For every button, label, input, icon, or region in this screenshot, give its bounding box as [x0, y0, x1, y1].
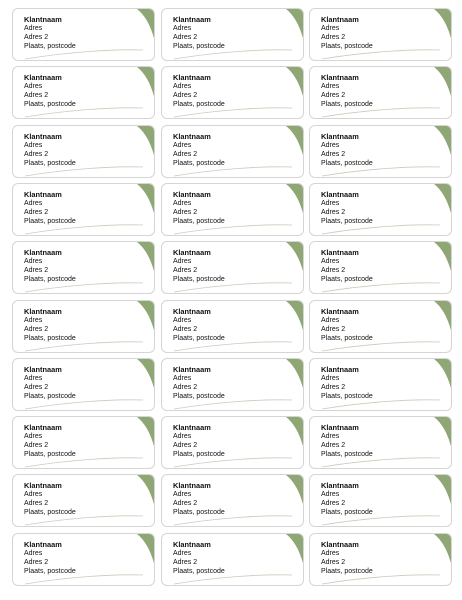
address-line-2: Adres 2: [173, 383, 198, 391]
address-label-r4-c2[interactable]: [161, 183, 304, 236]
address-line-2: Adres 2: [321, 267, 346, 275]
customer-name: Klantnaam: [321, 423, 359, 433]
address-label-r4-c1[interactable]: [12, 183, 155, 236]
customer-name: Klantnaam: [321, 73, 359, 83]
address-line-1: Adres: [173, 433, 192, 441]
customer-name: Klantnaam: [173, 131, 211, 141]
address-line-1: Adres: [321, 433, 340, 441]
customer-name: Klantnaam: [321, 15, 359, 24]
customer-name: Klantnaam: [321, 189, 359, 199]
address-line-1: Adres: [321, 374, 340, 382]
customer-name: Klantnaam: [24, 131, 62, 141]
city-postcode: Plaats, postcode: [321, 451, 373, 459]
city-postcode: Plaats, postcode: [24, 334, 76, 342]
city-postcode: Plaats, postcode: [173, 43, 225, 50]
city-postcode: Plaats, postcode: [321, 334, 373, 342]
city-postcode: Plaats, postcode: [321, 509, 373, 517]
address-line-1: Adres: [173, 374, 192, 382]
address-label-r9-c3[interactable]: [309, 474, 452, 527]
address-line-2: Adres 2: [321, 150, 346, 158]
address-line-1: Adres: [24, 316, 43, 324]
address-line-1: Adres: [173, 83, 192, 91]
address-line-2: Adres 2: [173, 92, 198, 100]
customer-name: Klantnaam: [321, 131, 359, 141]
address-line-2: Adres 2: [24, 267, 49, 275]
address-label-r7-c2[interactable]: [161, 358, 304, 411]
address-label-r3-c3[interactable]: [309, 125, 452, 178]
address-label-r10-c2[interactable]: [161, 533, 304, 586]
address-line-1: Adres: [173, 25, 192, 32]
customer-name: Klantnaam: [321, 481, 359, 491]
address-line-2: Adres 2: [173, 208, 198, 216]
address-label-r3-c2[interactable]: [161, 125, 304, 178]
address-label-r8-c3[interactable]: [309, 416, 452, 469]
customer-name: Klantnaam: [321, 248, 359, 258]
city-postcode: Plaats, postcode: [173, 567, 225, 575]
city-postcode: Plaats, postcode: [24, 509, 76, 517]
city-postcode: Plaats, postcode: [321, 43, 373, 50]
city-postcode: Plaats, postcode: [321, 217, 373, 225]
address-label-r1-c3[interactable]: [309, 8, 452, 61]
address-line-1: Adres: [173, 316, 192, 324]
address-line-2: Adres 2: [321, 325, 346, 333]
address-line-2: Adres 2: [321, 500, 346, 508]
address-line-1: Adres: [24, 83, 43, 91]
customer-name: Klantnaam: [24, 539, 62, 549]
address-label-r6-c1[interactable]: [12, 300, 155, 353]
address-line-2: Adres 2: [321, 383, 346, 391]
city-postcode: Plaats, postcode: [321, 392, 373, 400]
customer-name: Klantnaam: [173, 364, 211, 374]
city-postcode: Plaats, postcode: [321, 567, 373, 575]
address-line-1: Adres: [24, 374, 43, 382]
address-label-r4-c3[interactable]: [309, 183, 452, 236]
address-line-1: Adres: [173, 199, 192, 207]
address-label-r1-c2[interactable]: [161, 8, 304, 61]
city-postcode: Plaats, postcode: [24, 159, 76, 167]
customer-name: Klantnaam: [24, 248, 62, 258]
city-postcode: Plaats, postcode: [321, 159, 373, 167]
address-line-2: Adres 2: [173, 325, 198, 333]
address-line-2: Adres 2: [321, 208, 346, 216]
address-line-1: Adres: [321, 316, 340, 324]
address-line-1: Adres: [321, 25, 340, 32]
city-postcode: Plaats, postcode: [321, 101, 373, 109]
address-label-r10-c3[interactable]: [309, 533, 452, 586]
address-line-2: Adres 2: [321, 442, 346, 450]
address-line-2: Adres 2: [24, 383, 49, 391]
address-label-r3-c1[interactable]: [12, 125, 155, 178]
address-label-r9-c1[interactable]: [12, 474, 155, 527]
address-line-2: Adres 2: [173, 442, 198, 450]
address-line-1: Adres: [321, 549, 340, 557]
city-postcode: Plaats, postcode: [173, 334, 225, 342]
address-line-1: Adres: [24, 141, 43, 149]
address-label-r5-c2[interactable]: [161, 241, 304, 294]
address-label-r8-c2[interactable]: [161, 416, 304, 469]
address-line-2: Adres 2: [173, 558, 198, 566]
customer-name: Klantnaam: [24, 73, 62, 83]
address-line-1: Adres: [173, 549, 192, 557]
city-postcode: Plaats, postcode: [173, 217, 225, 225]
address-label-r9-c2[interactable]: [161, 474, 304, 527]
customer-name: Klantnaam: [173, 189, 211, 199]
customer-name: Klantnaam: [321, 539, 359, 549]
city-postcode: Plaats, postcode: [173, 392, 225, 400]
address-line-2: Adres 2: [24, 325, 49, 333]
city-postcode: Plaats, postcode: [24, 217, 76, 225]
address-line-2: Adres 2: [24, 34, 49, 41]
address-line-1: Adres: [321, 141, 340, 149]
address-label-r7-c3[interactable]: [309, 358, 452, 411]
city-postcode: Plaats, postcode: [24, 392, 76, 400]
city-postcode: Plaats, postcode: [24, 567, 76, 575]
city-postcode: Plaats, postcode: [173, 451, 225, 459]
city-postcode: Plaats, postcode: [321, 276, 373, 284]
customer-name: Klantnaam: [173, 15, 211, 24]
city-postcode: Plaats, postcode: [173, 509, 225, 517]
customer-name: Klantnaam: [173, 423, 211, 433]
customer-name: Klantnaam: [24, 15, 62, 24]
address-line-1: Adres: [321, 83, 340, 91]
city-postcode: Plaats, postcode: [24, 101, 76, 109]
address-label-r2-c2[interactable]: [161, 66, 304, 119]
address-label-r8-c1[interactable]: [12, 416, 155, 469]
address-line-1: Adres: [24, 25, 43, 32]
address-line-1: Adres: [321, 258, 340, 266]
customer-name: Klantnaam: [321, 306, 359, 316]
address-line-2: Adres 2: [24, 92, 49, 100]
address-line-2: Adres 2: [24, 442, 49, 450]
customer-name: Klantnaam: [173, 481, 211, 491]
address-label-r5-c3[interactable]: [309, 241, 452, 294]
address-label-r2-c3[interactable]: [309, 66, 452, 119]
address-line-2: Adres 2: [24, 500, 49, 508]
address-line-2: Adres 2: [24, 150, 49, 158]
address-line-1: Adres: [173, 491, 192, 499]
address-line-2: Adres 2: [24, 558, 49, 566]
city-postcode: Plaats, postcode: [173, 159, 225, 167]
customer-name: Klantnaam: [24, 423, 62, 433]
address-line-2: Adres 2: [173, 500, 198, 508]
address-line-2: Adres 2: [173, 34, 198, 41]
address-line-2: Adres 2: [321, 34, 346, 41]
address-label-r1-c1[interactable]: [12, 8, 155, 61]
address-label-r2-c1[interactable]: [12, 66, 155, 119]
city-postcode: Plaats, postcode: [173, 276, 225, 284]
customer-name: Klantnaam: [173, 73, 211, 83]
address-line-2: Adres 2: [321, 558, 346, 566]
address-line-1: Adres: [24, 491, 43, 499]
address-line-1: Adres: [24, 549, 43, 557]
customer-name: Klantnaam: [24, 189, 62, 199]
address-label-r6-c3[interactable]: [309, 300, 452, 353]
customer-name: Klantnaam: [173, 306, 211, 316]
address-line-1: Adres: [321, 491, 340, 499]
city-postcode: Plaats, postcode: [24, 451, 76, 459]
customer-name: Klantnaam: [173, 248, 211, 258]
address-label-r10-c1[interactable]: [12, 533, 155, 586]
city-postcode: Plaats, postcode: [24, 43, 76, 50]
address-line-1: Adres: [24, 258, 43, 266]
customer-name: Klantnaam: [24, 364, 62, 374]
customer-name: Klantnaam: [321, 364, 359, 374]
address-line-2: Adres 2: [173, 150, 198, 158]
city-postcode: Plaats, postcode: [173, 101, 225, 109]
address-line-1: Adres: [24, 199, 43, 207]
address-label-r6-c2[interactable]: [161, 300, 304, 353]
address-line-2: Adres 2: [173, 267, 198, 275]
address-line-2: Adres 2: [321, 92, 346, 100]
address-line-2: Adres 2: [24, 208, 49, 216]
address-line-1: Adres: [173, 258, 192, 266]
customer-name: Klantnaam: [24, 481, 62, 491]
city-postcode: Plaats, postcode: [24, 276, 76, 284]
address-label-r5-c1[interactable]: [12, 241, 155, 294]
customer-name: Klantnaam: [173, 539, 211, 549]
address-line-1: Adres: [173, 141, 192, 149]
address-line-1: Adres: [321, 199, 340, 207]
customer-name: Klantnaam: [24, 306, 62, 316]
address-line-1: Adres: [24, 433, 43, 441]
address-label-r7-c1[interactable]: [12, 358, 155, 411]
